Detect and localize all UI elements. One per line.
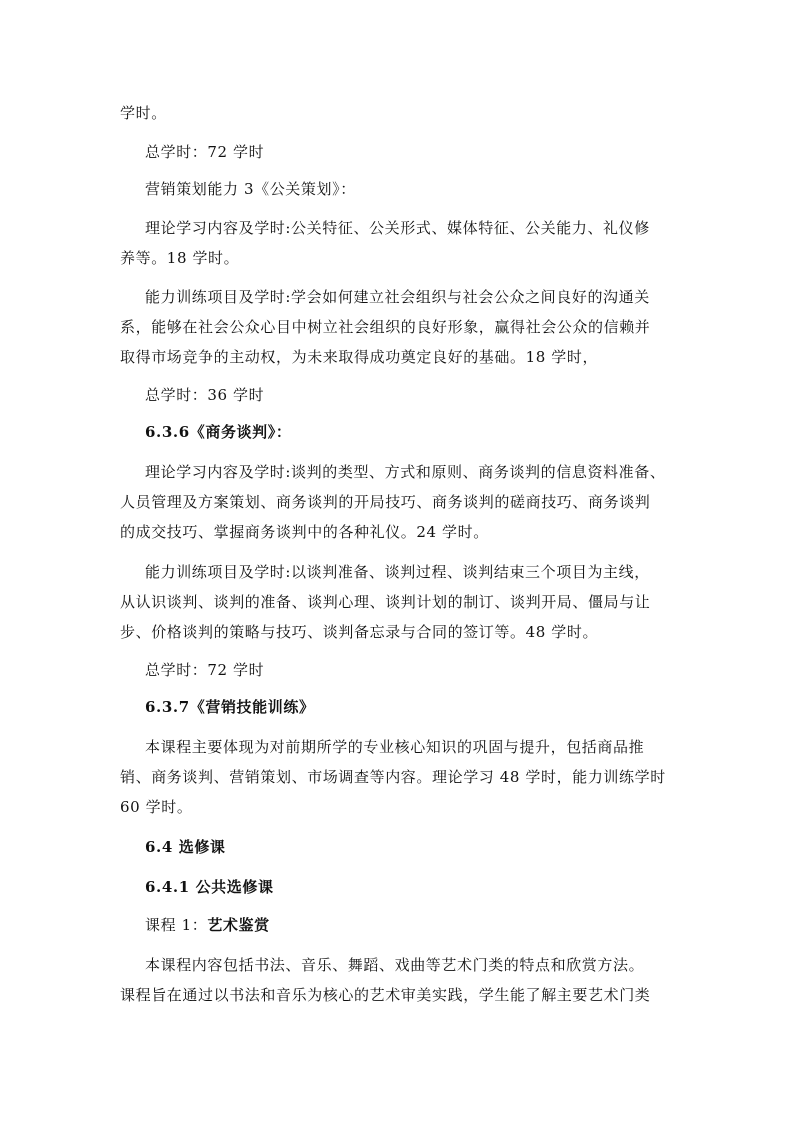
text-line: 从认识谈判、谈判的准备、谈判心理、谈判计划的制订、谈判开局、僵局与让 bbox=[120, 593, 651, 611]
text-line: 理论学习内容及学时:谈判的类型、方式和原则、商务谈判的信息资料准备、 bbox=[145, 463, 666, 481]
text-line: 销、商务谈判、营销策划、市场调查等内容。理论学习 48 学时，能力训练学时 bbox=[120, 768, 666, 786]
text-line: 总学时：36 学时 bbox=[145, 386, 265, 404]
text-line: 人员管理及方案策划、商务谈判的开局技巧、商务谈判的磋商技巧、商务谈判 bbox=[120, 493, 651, 511]
text-line: 养等。18 学时。 bbox=[120, 249, 240, 267]
text-line: 能力训练项目及学时:以谈判准备、谈判过程、谈判结束三个项目为主线， bbox=[145, 563, 650, 581]
text-line: 课程旨在通过以书法和音乐为核心的艺术审美实践，学生能了解主要艺术门类 bbox=[120, 986, 651, 1004]
section-heading: 6.3.6《商务谈判》： bbox=[145, 423, 292, 441]
course-heading bbox=[145, 915, 270, 935]
text-line: 取得市场竞争的主动权，为未来取得成功奠定良好的基础。18 学时， bbox=[120, 348, 599, 366]
text-line: 学时。 bbox=[120, 104, 167, 122]
text-line: 60 学时。 bbox=[120, 798, 193, 816]
course-label: 课程 1： bbox=[145, 916, 208, 934]
text-line: 能力训练项目及学时:学会如何建立社会组织与社会公众之间良好的沟通关 bbox=[145, 288, 650, 306]
text-line: 系，能够在社会公众心目中树立社会组织的良好形象，赢得社会公众的信赖并 bbox=[120, 318, 651, 336]
section-heading: 6.4.1 公共选修课 bbox=[145, 878, 274, 896]
text-line: 本课程主要体现为对前期所学的专业核心知识的巩固与提升，包括商品推 bbox=[145, 738, 645, 756]
text-line: 营销策划能力 3《公关策划》： bbox=[145, 180, 356, 198]
section-heading: 6.3.7《营销技能训练》 bbox=[145, 698, 315, 716]
section-heading: 6.4 选修课 bbox=[145, 838, 226, 856]
text-line: 总学时：72 学时 bbox=[145, 661, 265, 679]
text-line: 步、价格谈判的策略与技巧、谈判备忘录与合同的签订等。48 学时。 bbox=[120, 623, 599, 641]
text-line: 总学时：72 学时 bbox=[145, 143, 265, 161]
text-line: 理论学习内容及学时:公关特征、公关形式、媒体特征、公关能力、礼仪修 bbox=[145, 219, 650, 237]
text-line: 本课程内容包括书法、音乐、舞蹈、戏曲等艺术门类的特点和欣赏方法。 bbox=[145, 956, 645, 974]
course-title: 艺术鉴赏 bbox=[207, 916, 270, 934]
text-line: 的成交技巧、掌握商务谈判中的各种礼仪。24 学时。 bbox=[120, 523, 489, 541]
